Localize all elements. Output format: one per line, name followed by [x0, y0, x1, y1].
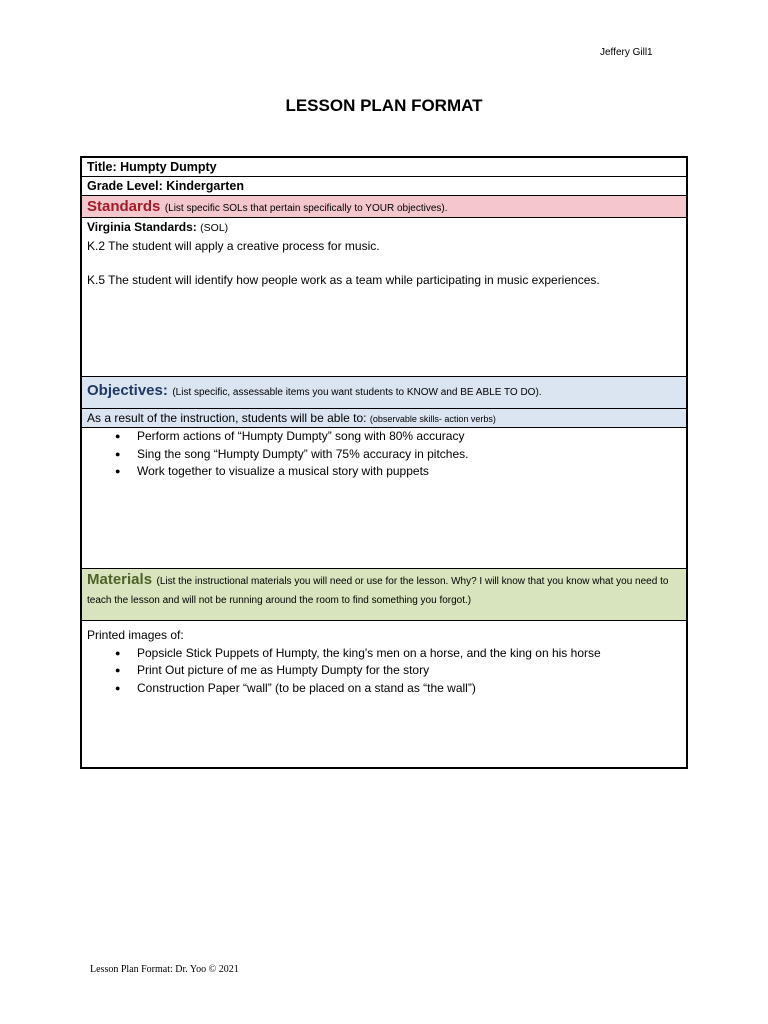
list-item: ● Construction Paper “wall” (to be placed on a stand as “the wall”)	[107, 680, 681, 698]
standards-heading: Standards	[87, 198, 161, 215]
virginia-standards-label: Virginia Standards:	[87, 220, 197, 234]
standard-item: K.2 The student will apply a creative process for music.	[87, 238, 380, 253]
objectives-heading: Objectives:	[87, 382, 168, 399]
materials-note: (List the instructional materials you will need or use for the lesson. Why? I will know that you know what you need to teach the lesson and will not be running around the room to find something you forgot.)	[87, 576, 669, 606]
standards-body	[82, 218, 686, 376]
list-item: ● Print Out picture of me as Humpty Dumpty for the story	[107, 662, 681, 680]
objectives-body	[82, 428, 686, 568]
objectives-sub-note: (observable skills- action verbs)	[369, 414, 496, 424]
objectives-list	[87, 428, 681, 481]
materials-list	[87, 645, 681, 698]
document-title: LESSON PLAN FORMAT	[285, 96, 483, 115]
objectives-sub-text: As a result of the instruction, students will be able to:	[87, 411, 367, 425]
objectives-note: (List specific, assessable items you want students to KNOW and BE ABLE TO DO).	[172, 387, 542, 398]
materials-intro: Printed images of:	[87, 628, 184, 642]
materials-header	[82, 568, 686, 621]
list-item: ● Sing the song “Humpty Dumpty” with 75% accuracy in pitches.	[107, 446, 681, 464]
list-item: ● Perform actions of “Humpty Dumpty” song with 80% accuracy	[107, 428, 681, 446]
list-item: ● Work together to visualize a musical story with puppets	[107, 463, 681, 481]
objectives-subheader	[82, 409, 686, 428]
standards-header	[82, 196, 686, 218]
virginia-standards-note: (SOL)	[200, 222, 229, 234]
grade-level-row: Grade Level: Kindergarten	[82, 177, 686, 196]
materials-heading: Materials	[87, 571, 153, 588]
objectives-header	[82, 376, 686, 409]
lesson-title-row: Title: Humpty Dumpty	[82, 158, 686, 177]
list-item: ● Popsicle Stick Puppets of Humpty, the king's men on a horse, and the king on his horse	[107, 645, 681, 663]
standard-item: K.5 The student will identify how people work as a team while participating in music experiences.	[87, 273, 600, 287]
standards-note: (List specific SOLs that pertain specifically to YOUR objectives).	[164, 203, 448, 214]
author-name: Jeffery Gill1	[600, 47, 653, 58]
lesson-plan-table	[80, 156, 688, 769]
footer-text: Lesson Plan Format: Dr. Yoo © 2021	[90, 964, 239, 975]
materials-body	[82, 621, 686, 767]
